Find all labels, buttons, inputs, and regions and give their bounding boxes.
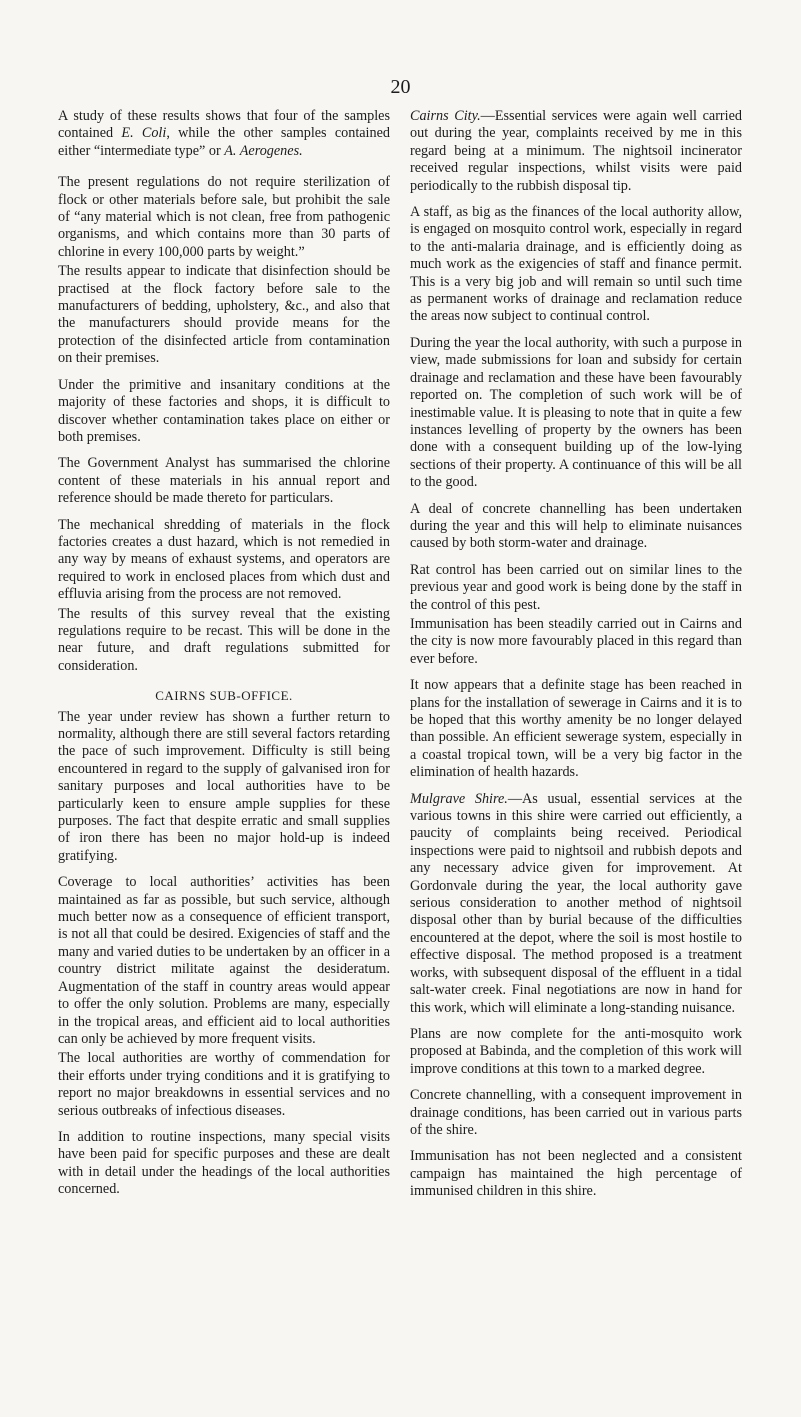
paragraph: The present regulations do not require sterilization of flock or other materials before sale, but prohibit the sale of “any material which is not clean, free from pathogenic organisms, and which contains more than 30 parts of chlorine in every 100,000 parts by weight.” [58,174,390,260]
page-number: 20 [390,76,411,98]
paragraph: A study of these results shows that four of the samples contained E. Coli, while the other samples contained either “intermediate type” or A. Aerogenes. [58,108,390,159]
paragraph: In addition to routine inspections, many special visits have been paid for specific purposes and these are dealt with in detail under the headings of the local authorities concerned. [58,1128,390,1198]
paragraph: The local authorities are worthy of commendation for their efforts under trying conditions and it is gratifying to report no major breakdowns in essential services and no serious outbreaks of infectious diseases. [58,1050,390,1119]
paragraph: The results of this survey reveal that the existing regulations require to be recast. This will be done in the near future, and draft regulations submitted for consideration. [58,605,390,674]
paragraph: Rat control has been carried out on similar lines to the previous year and good work is being done by the staff in the control of this pest. [410,561,742,613]
paragraph: Immunisation has not been neglected and a consistent campaign has maintained the high percentage of immunised children in this shire. [410,1148,742,1200]
section-heading: CAIRNS SUB-OFFICE. [155,688,293,704]
right-column [410,108,742,1210]
paragraph: A deal of concrete channelling has been undertaken during the year and this will help to eliminate nuisances caused by both storm-water and drainage. [410,500,742,552]
paragraph: Plans are now complete for the anti-mosquito work proposed at Babinda, and the completion of this work will improve conditions at this town to a marked degree. [410,1025,742,1077]
left-column [58,108,390,1208]
subheading: Cairns City. [410,108,481,124]
paragraph: Cairns City.—Essential services were again well carried out during the year, complaints received by me in this regard being at a minimum. The nightsoil incinerator received regular inspections, whilst visits were paid periodically to the rubbish disposal tip. [410,108,742,194]
subheading: Mulgrave Shire. [410,790,508,807]
paragraph: During the year the local authority, with such a purpose in view, made submissions for loan and subsidy for certain drainage and reclamation and these have been favourably reported on. The completion of such work will be of inestimable value. It is pleasing to note that in quite a few instances levelling of property by the owners has been done with a consequent building up of the low-lying sections of their property. A continuance of this will be all to the good. [410,334,742,491]
paragraph: The mechanical shredding of materials in the flock factories creates a dust hazard, which is not remedied in any way by means of exhaust systems, and operators are required to work in enclosed places from which dust and effluvia arising from the process are not removed. [58,516,390,603]
paragraph: Mulgrave Shire.—As usual, essential services at the various towns in this shire were carried out efficiently, a paucity of complaints being received. Periodical inspections were paid to nightsoil and rubbish depots and any necessary advice given for improvement. At Gordonvale during the year, the local authority gave serious consideration to another method of nightsoil disposal other than by burial because of the difficulties encountered at the depot, where the soil is most hostile to effective disposal. The method proposed is a treatment works, with subsequent disposal of the effluent in a tidal salt-water creek. Final negotiations are now in hand for this work, which will eliminate a long-standing nuisance. [410,790,742,1016]
paragraph: It now appears that a definite stage has been reached in plans for the installation of sewerage in Cairns and it is to be hoped that this worthy amenity be no longer delayed than possible. An efficient sewerage system, especially in a coastal tropical town, will be a very big factor in the elimination of health hazards. [410,677,742,781]
paragraph: Under the primitive and insanitary conditions at the majority of these factories and shops, it is difficult to discover whether contamination takes place on either or both premises. [58,376,390,445]
paragraph: Concrete channelling, with a consequent improvement in drainage conditions, has been carried out in various parts of the shire. [410,1087,742,1138]
paragraph: A staff, as big as the finances of the local authority allow, is engaged on mosquito control work, especially in regard to the anti-malaria drainage, and is efficiently doing as much work as the exigencies of staff and finance permit. This is a very big job and will remain so until such time as permanent works of drainage and reclamation reduce the areas now subject to continual control. [410,204,742,325]
paragraph: The Government Analyst has summarised the chlorine content of these materials in his annual report and reference should be made thereto for particulars. [58,455,390,507]
paragraph: Immunisation has been steadily carried out in Cairns and the city is now more favourably placed in this regard than ever before. [410,615,742,667]
paragraph: Coverage to local authorities’ activities has been maintained as far as possible, but such service, although much better now as a consequence of efficient transport, is not all that could be desired. Exigencies of staff and the many and varied duties to be undertaken by an officer in a country district militate against the desideratum. Augmentation of the staff in country areas would appear to offer the only solution. Problems are many, especially in the tropical areas, and efficient aid to local authorities can only be achieved by more frequent visits. [58,874,390,1047]
paragraph: The year under review has shown a further return to normality, although there are still several factors retarding the pace of such improvement. Difficulty is still being encountered in regard to the supply of galvanised iron for sanitary purposes and local authorities have to be particularly keen to ensure ample supplies for these purposes. The fact that despite erratic and small supplies of iron there has been no major hold-up is indeed gratifying. [58,708,390,864]
paragraph: The results appear to indicate that disinfection should be practised at the flock factory before sale to the manufacturers of bedding, upholstery, &c., and also that the manufacturers should provide means for the protection of the disinfected article from contamination on their premises. [58,263,390,367]
